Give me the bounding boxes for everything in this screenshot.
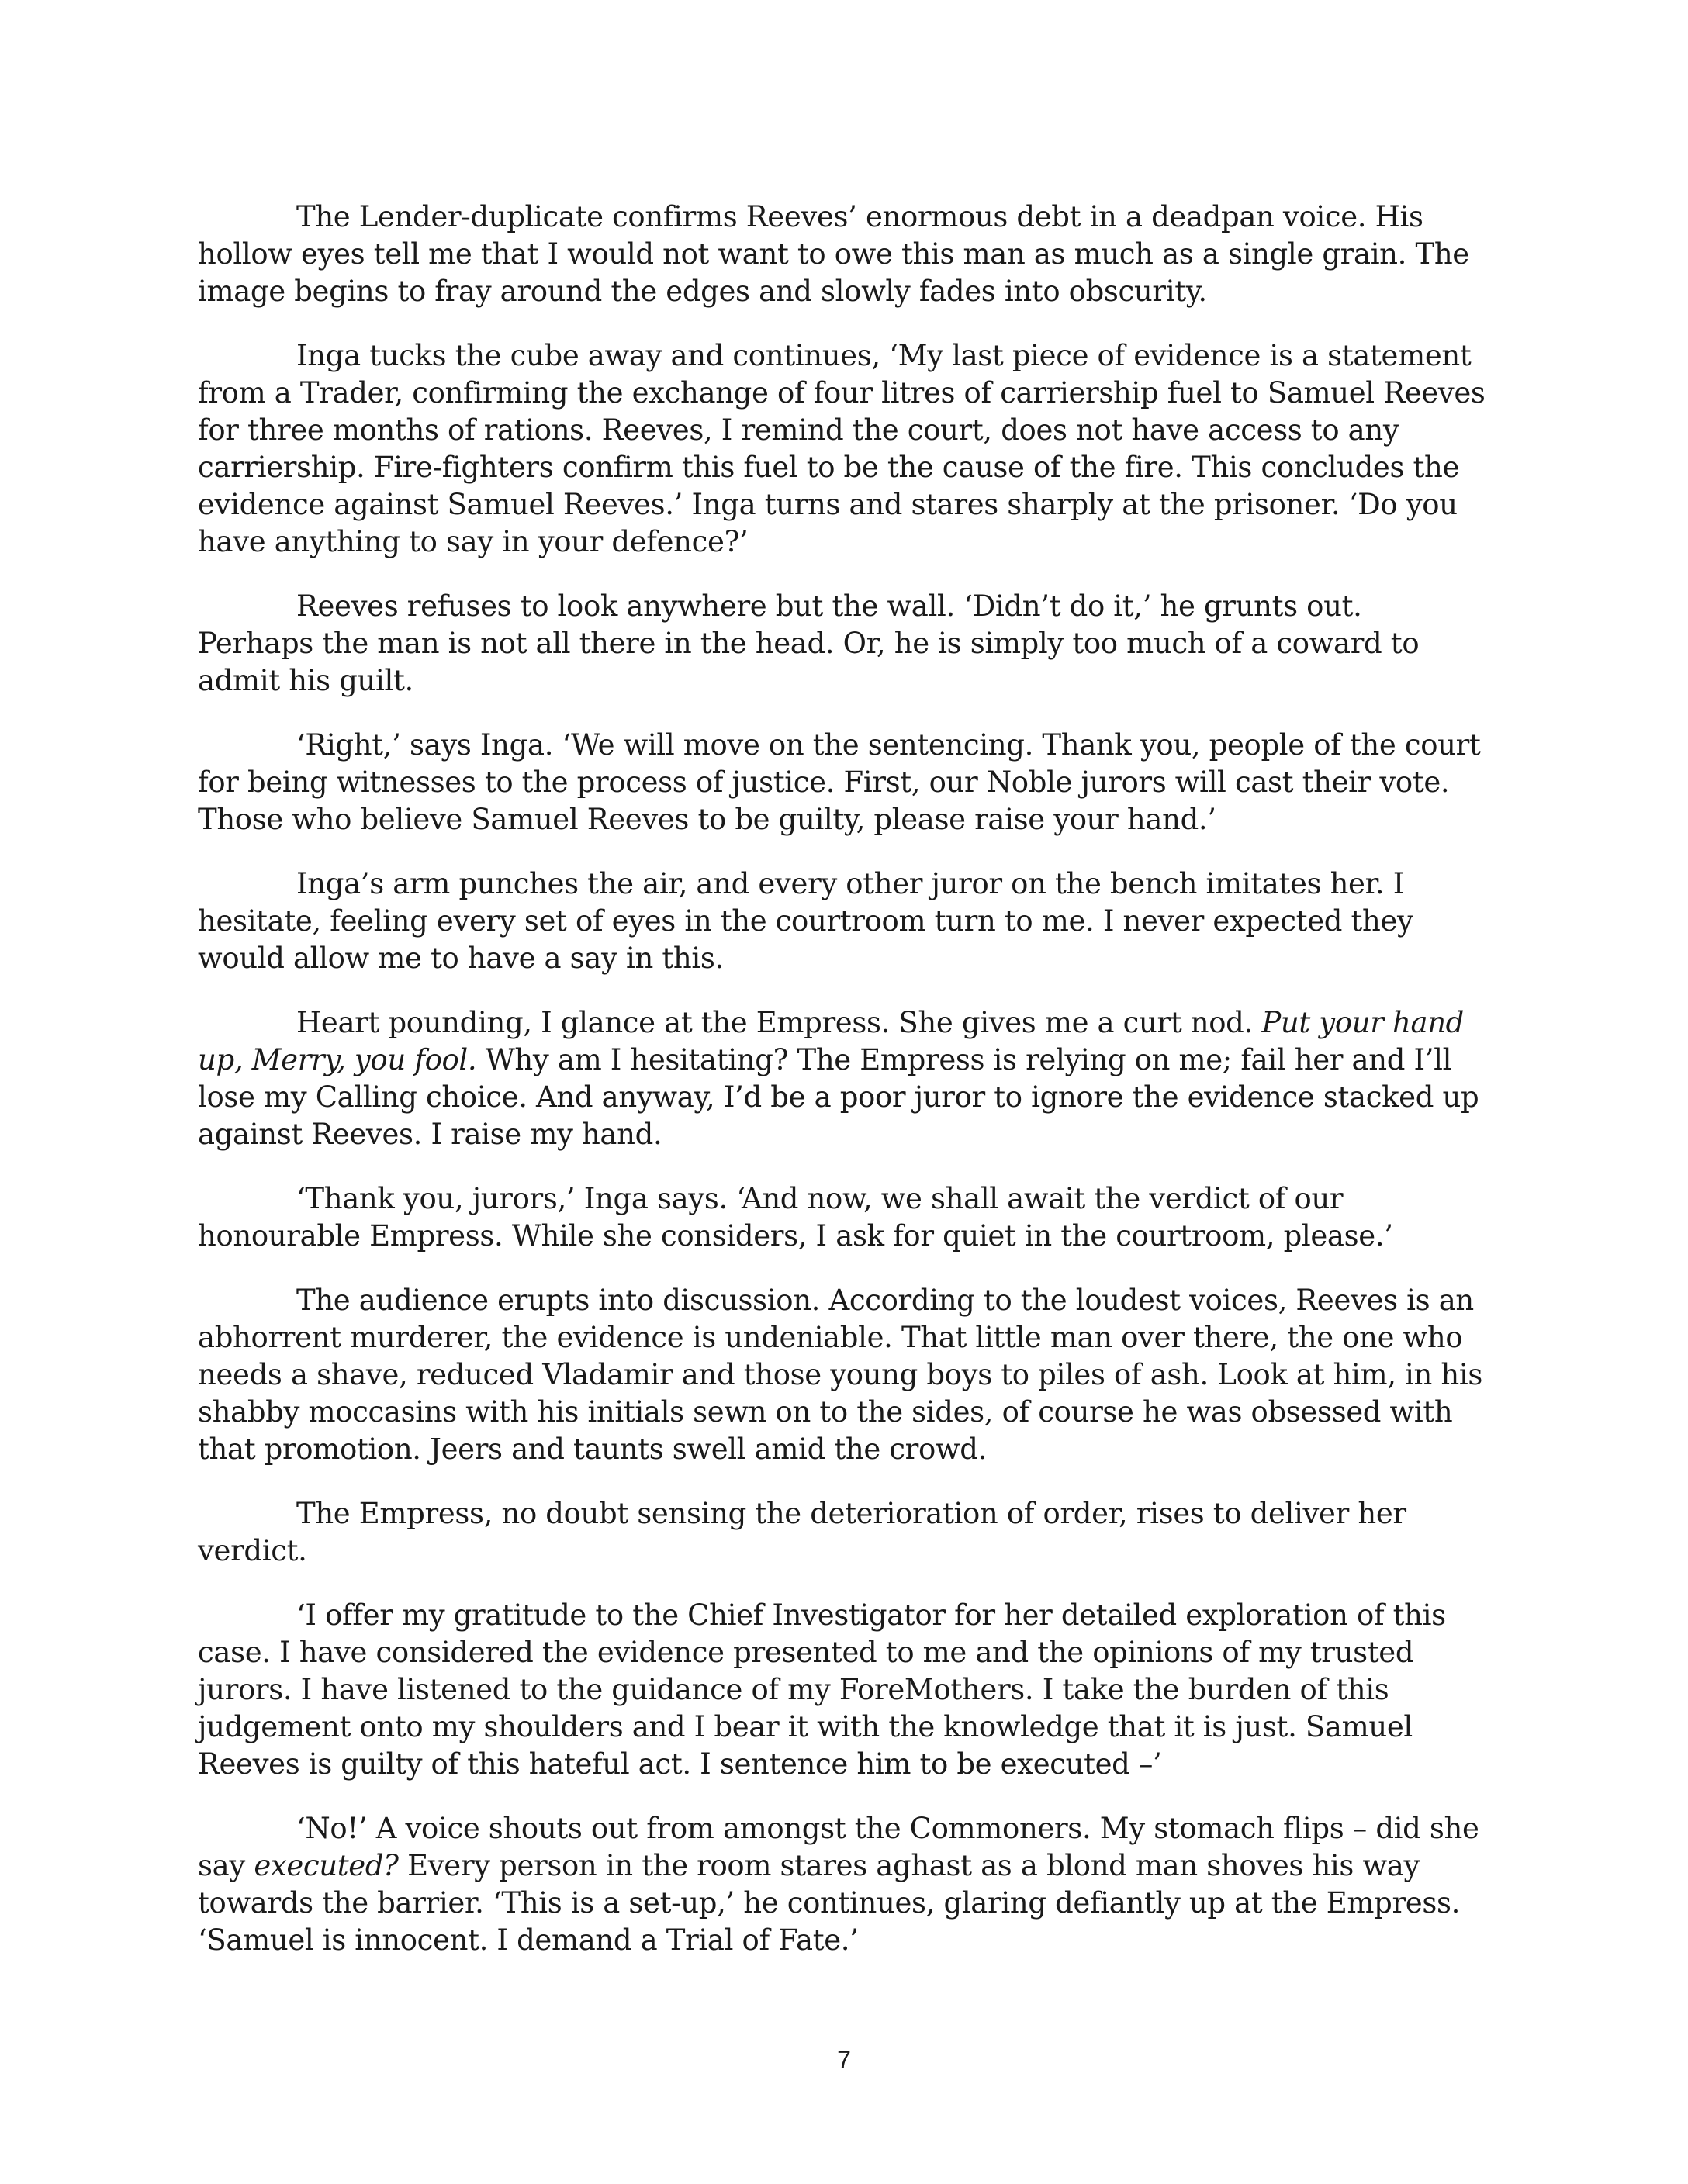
italic-thought: Put your hand up, Merry, you fool. bbox=[198, 1006, 1465, 1076]
paragraph-11: ‘No!’ A voice shouts out from amongst the Commoners. My stomach flips – did she say executed? Every person in the room stares aghast as a blond man shoves his way towards the barrier. ‘This is a set-up,’ he continues, glaring defiantly up at the Empress. ‘Samuel is innocent. I demand a Trial of Fate.’ bbox=[198, 1812, 1479, 1957]
italic-emphasis: executed? bbox=[254, 1849, 399, 1882]
paragraph-6: Heart pounding, I glance at the Empress. She gives me a curt nod. Put your hand up, Merry, you fool. Why am I hesitating? The Empress is relying on me; fail her and I’ll lose my Calling choice. And anyway, I’d be a poor juror to ignore the evidence stacked up against Reeves. I raise my hand. bbox=[198, 1006, 1479, 1151]
paragraph-4: ‘Right,’ says Inga. ‘We will move on the sentencing. Thank you, people of the court for being witnesses to the process of justice. First, our Noble jurors will cast their vote. Those who believe Samuel Reeves to be guilty, please raise your hand.’ bbox=[198, 728, 1481, 836]
paragraph-8: The audience erupts into discussion. According to the loudest voices, Reeves is an abhorrent murderer, the evidence is undeniable. That little man over there, the one who needs a shave, reduced Vladamir and those young boys to piles of ash. Look at him, in his shabby moccasins with his initials sewn on to the sides, of course he was obsessed with that promotion. Jeers and taunts swell amid the crowd. bbox=[198, 1284, 1483, 1466]
paragraph-9: The Empress, no doubt sensing the deterioration of order, rises to deliver her verdict. bbox=[198, 1497, 1406, 1567]
paragraph-7: ‘Thank you, jurors,’ Inga says. ‘And now, we shall await the verdict of our honourable Empress. While she considers, I ask for quiet in the courtroom, please.’ bbox=[198, 1182, 1393, 1253]
page-body bbox=[198, 199, 1486, 1986]
paragraph-5: Inga’s arm punches the air, and every other juror on the bench imitates her. I hesitate, feeling every set of eyes in the courtroom turn to me. I never expected they would allow me to have a say in this. bbox=[198, 867, 1413, 975]
paragraph-1: The Lender-duplicate confirms Reeves’ enormous debt in a deadpan voice. His hollow eyes tell me that I would not want to owe this man as much as a single grain. The image begins to fray around the edges and slowly fades into obscurity. bbox=[198, 200, 1469, 308]
paragraph-10: ‘I offer my gratitude to the Chief Investigator for her detailed exploration of this case. I have considered the evidence presented to me and the opinions of my trusted jurors. I have listened to the guidance of my ForeMothers. I take the burden of this judgement onto my shoulders and I bear it with the knowledge that it is just. Samuel Reeves is guilty of this hateful act. I sentence him to be executed –’ bbox=[198, 1598, 1446, 1781]
paragraph-3: Reeves refuses to look anywhere but the wall. ‘Didn’t do it,’ he grunts out. Perhaps the man is not all there in the head. Or, he is simply too much of a coward to admit his guilt. bbox=[198, 589, 1420, 697]
page-number: 7 bbox=[837, 2046, 851, 2074]
paragraph-2: Inga tucks the cube away and continues, ‘My last piece of evidence is a statement from a Trader, confirming the exchange of four litres of carriership fuel to Samuel Reeves for three months of rations. Reeves, I remind the court, does not have access to any carriership. Fire-fighters confirm this fuel to be the cause of the fire. This concludes the evidence against Samuel Reeves.’ Inga turns and stares sharply at the prisoner. ‘Do you have anything to say in your defence?’ bbox=[198, 339, 1486, 558]
